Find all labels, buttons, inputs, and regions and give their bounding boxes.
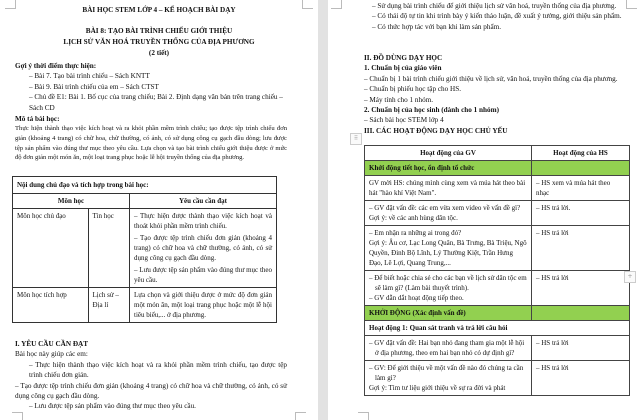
gv-cell — [365, 361, 532, 396]
teacher-prep-heading: 1. Chuẩn bị của giáo viên — [364, 64, 442, 73]
document-page-right — [328, 0, 640, 420]
document-page-left — [0, 0, 318, 420]
gv-text: – GV: Để giới thiệu về một vấn đề nào đó chúng ta cần làm gì? — [369, 364, 524, 382]
subject-type: Môn học chủ đạo — [13, 209, 89, 288]
green-heading-cell: KHỞI ĐỘNG (Xác định vấn đề) — [365, 306, 532, 321]
gv-text: Gợi ý: Âu cơ, Lạc Long Quân, Bà Trưng, Bà Triệu, Ngô Quyền, Đinh Bộ Lĩnh, Lý Thường Kiệt, Trần Hưng Đạo, Lê Lợi, Quang Trung,... — [369, 239, 527, 267]
activity-table — [364, 145, 630, 396]
objective-item: – Có thái độ tự tin khi trình bày ý kiến thảo luận, đề xuất ý tưởng, giới thiệu sản phẩm. — [372, 12, 622, 21]
gv-text: Gợi ý: Tìm tư liệu giới thiệu về sự ra đời và phát — [369, 384, 506, 392]
add-row-icon[interactable]: + — [624, 271, 636, 283]
column-header-subject: Môn học — [13, 194, 130, 209]
objective-item: – Sử dụng bài trình chiếu để giới thiệu lịch sử văn hoá, truyền thống của địa phương. — [372, 2, 617, 10]
section3-heading: III. CÁC HOẠT ĐỘNG DẠY HỌC CHỦ YẾU — [364, 126, 508, 135]
table-row — [365, 226, 630, 271]
margin-corner-mark — [331, 0, 342, 9]
section-materials — [364, 53, 634, 136]
lesson-title-line2: LỊCH SỬ VĂN HOÁ TRUYỀN THỐNG CỦA ĐỊA PHƯƠNG — [63, 38, 255, 46]
requirement-item: – Thực hiện được thành thạo việc kích hoạt và thoát khỏi phần mềm trình chiếu. — [134, 212, 272, 230]
gv-cell — [365, 226, 532, 271]
hs-cell: – HS trả lời — [532, 361, 630, 396]
hs-cell: – HS trả lời — [532, 226, 630, 271]
requirements-cell — [130, 288, 277, 323]
hs-cell: – HS trả lời — [532, 336, 630, 361]
timing-item: – Bài 7. Tạo bài trình chiếu – Sách KNTT — [29, 72, 150, 81]
timing-section — [15, 61, 287, 163]
table-row — [365, 201, 630, 226]
student-prep-item: – Sách bài học STEM lớp 4 — [364, 116, 444, 125]
objective-item: – Có thức hợp tác với bạn khi làm sản phẩm. — [372, 22, 502, 31]
gv-text: – Em nhận ra những ai trong đó? — [369, 229, 462, 237]
description-heading: Mô tả bài học: — [15, 115, 60, 124]
table-row — [13, 288, 277, 323]
section1-item: – Lưu được tệp sản phẩm vào đúng thư mục theo yêu cầu. — [29, 402, 196, 411]
gv-cell — [365, 271, 532, 306]
column-header-hs: Hoạt động của HS — [532, 146, 630, 161]
gv-cell — [365, 201, 532, 226]
table-row — [365, 176, 630, 201]
margin-corner-mark — [295, 412, 306, 420]
content-table-caption: Nội dung chủ đạo và tích hợp trong bài học: — [13, 177, 277, 194]
section-requirements — [15, 339, 287, 412]
table-row-green — [365, 306, 630, 321]
margin-corner-mark — [358, 412, 369, 420]
lesson-duration: (2 tiết) — [148, 49, 170, 57]
margin-corner-mark — [12, 412, 23, 420]
description-text: Thực hiện thành thạo việc kích hoạt và ra khỏi phần mềm trình chiếu; tạo được tệp trình chiếu đơn giản (khoảng 4 trang) có chữ hoa, chữ thường, có ảnh, có sử dụng công cụ gạch đầu dòng; lưu được tệp sản phẩm vào đúng thư mục theo yêu cầu. Lựa chọn và tạo bài trình chiếu giới thiệu được ở mức độ đơn giản một món ăn, một loại trang phục hoặc lễ hội truyền thống của địa phương. — [15, 125, 287, 162]
gv-cell — [365, 176, 532, 201]
section1-item: – Thực hiện thành thạo việc kích hoạt và ra khỏi phần mềm trình chiếu, tạo được tệp trình chiếu đơn giản. — [29, 360, 287, 380]
section1-heading: I. YÊU CẦU CẦN ĐẠT — [15, 340, 89, 348]
lesson-title-line1: BÀI 8: TẠO BÀI TRÌNH CHIẾU GIỚI THIỆU — [85, 27, 233, 35]
table-row — [13, 209, 277, 288]
column-header-gv: Hoạt động của GV — [365, 146, 532, 161]
hs-cell: – HS trả lời. — [532, 201, 630, 226]
timing-item: – Bài 9. Bài trình chiếu của em – Sách CTST — [29, 82, 159, 91]
subject-name: Tin học — [88, 209, 129, 288]
green-empty-cell — [532, 161, 630, 176]
teacher-prep-item: – Máy tính cho 1 nhóm. — [364, 95, 434, 104]
activity-heading-cell: Hoạt động 1: Quan sát tranh và trả lời câu hỏi — [365, 321, 630, 336]
hs-cell: – HS trả lời — [532, 271, 630, 306]
subject-name: Lịch sử – Địa lí — [88, 288, 129, 323]
requirement-item: – Lưu được tệp sản phẩm vào đúng thư mục theo yêu cầu. — [134, 266, 272, 284]
table-row — [365, 271, 630, 306]
requirement-item: – Tạo được tệp trình chiếu đơn giản (khoảng 4 trang) có chữ hoa và chữ thường, có ảnh, có sử dụng công cụ gạch đầu dòng. — [134, 234, 272, 262]
teacher-prep-item: – Chuẩn bị phiếu học tập cho HS. — [364, 85, 462, 94]
gv-text: – GV dẫn dắt hoạt động tiếp theo. — [369, 294, 464, 302]
page-gutter — [318, 0, 328, 420]
gv-text: – Để biết hoặc chia sẻ cho các bạn về lịch sử dân tộc em sẽ làm gì? (Làm bài thuyết trình). — [369, 274, 527, 292]
gv-text: – GV đặt vấn đề: Hai bạn nhỏ đang tham gia một lễ hội ở địa phương, theo em hai bạn nhỏ có dự định gì? — [369, 339, 525, 357]
student-prep-heading: 2. Chuẩn bị của học sinh (dành cho 1 nhóm) — [364, 106, 500, 115]
timing-heading: Gợi ý thời điểm thực hiện: — [15, 62, 97, 70]
timing-item: – Chủ đề E1: Bài 1. Bố cục của trang chiếu; Bài 2. Định dạng văn bản trên trang chiếu – Sách CD — [29, 93, 283, 112]
gv-text: – GV đặt vấn đề: các em vừa xem video về vấn đề gì? — [369, 204, 521, 212]
teacher-prep-item: – Chuẩn bị 1 bài trình chiếu giới thiệu về lịch sử, văn hoá, truyền thống của địa phương. — [364, 74, 618, 83]
table-row — [365, 336, 630, 361]
requirements-cell — [130, 209, 277, 288]
document-header: BÀI HỌC STEM LỚP 4 – KẾ HOẠCH BÀI DẠY — [82, 6, 236, 14]
section2-heading: II. ĐỒ DÙNG DẠY HỌC — [364, 54, 443, 62]
gv-text: GV mời HS: chúng mình cùng xem và múa hát theo bài hát "hào khí Việt Nam". — [369, 179, 526, 197]
section1-item: – Tạo được tệp trình chiếu đơn giản (khoảng 4 trang) có chữ hoa và chữ thường, có ảnh, có sử dụng công cụ gạch đầu dòng. — [15, 381, 287, 401]
block-drag-handle-icon[interactable]: ⠿ — [350, 133, 362, 145]
section1-intro: Bài học này giúp các em: — [15, 350, 88, 359]
content-table — [12, 176, 277, 323]
right-top-items — [364, 1, 634, 32]
column-header-requirements: Yêu cầu cần đạt — [130, 194, 277, 209]
gv-cell — [365, 336, 532, 361]
table-row-green — [365, 161, 630, 176]
gv-text: Gợi ý: về các anh hùng dân tộc. — [369, 214, 458, 222]
subject-type: Môn học tích hợp — [13, 288, 89, 323]
table-row-span — [365, 321, 630, 336]
green-empty-cell — [532, 306, 630, 321]
green-heading-cell: Khởi động tiết học, ổn định tổ chức — [365, 161, 532, 176]
requirement-item: Lựa chọn và giới thiệu được ở mức độ đơn giản một món ăn, một loại trang phục hoặc một lễ hội tiêu biểu,... ở địa phương. — [134, 291, 272, 319]
table-row — [365, 361, 630, 396]
hs-cell: – HS xem và múa hát theo nhạc — [532, 176, 630, 201]
